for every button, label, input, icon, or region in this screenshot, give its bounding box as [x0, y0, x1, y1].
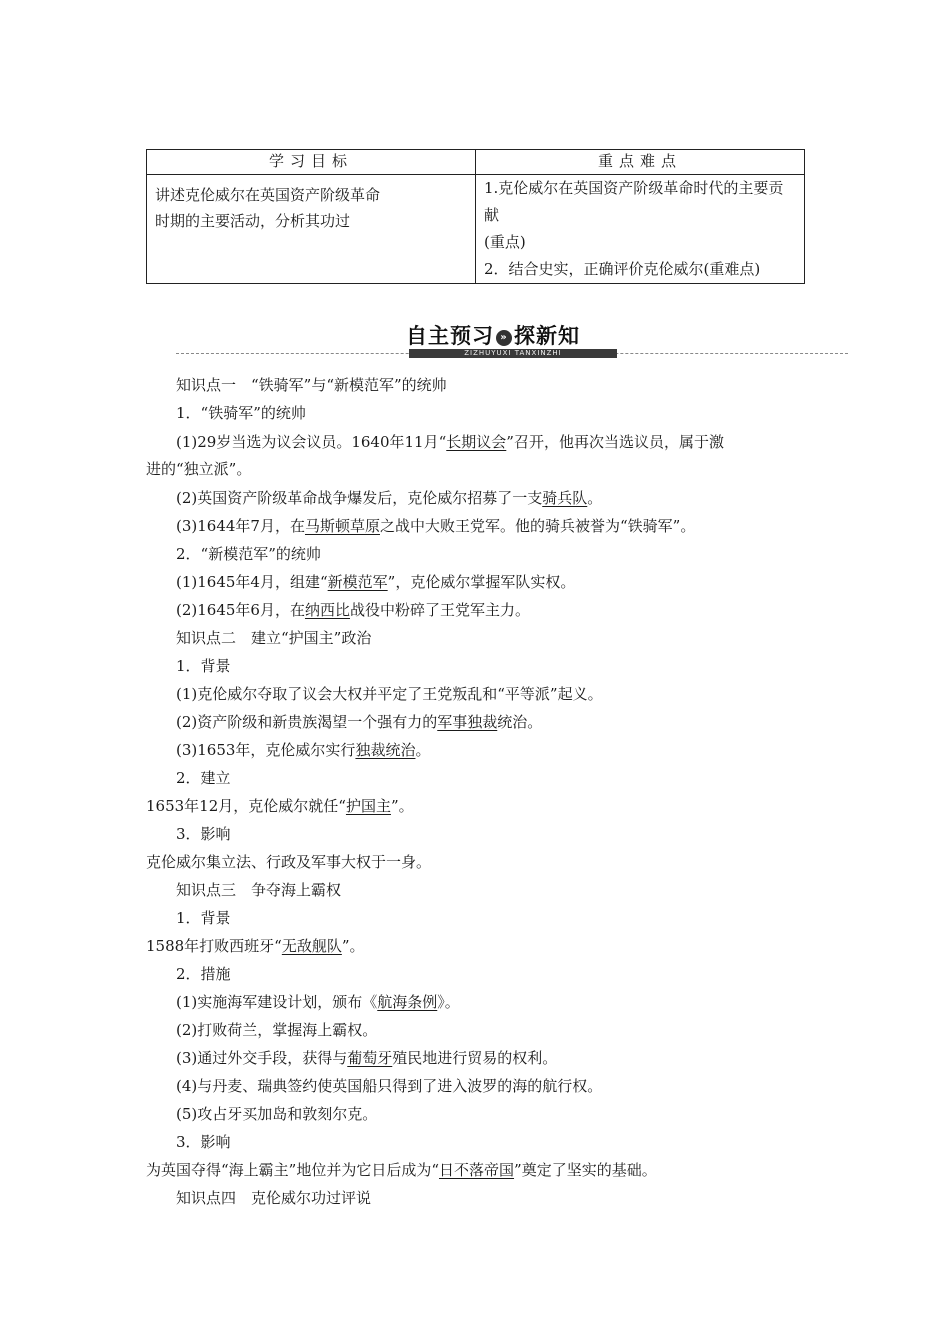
- underlined-term: 日不落帝国: [439, 1161, 515, 1179]
- paragraph: (1)29岁当选为议会议员。1640年11月“长期议会”召开，他再次当选议员，属于激: [176, 433, 724, 451]
- key-points-cell: [476, 175, 805, 284]
- paragraph: 1653年12月，克伦威尔就任“护国主”。: [146, 797, 414, 815]
- section-heading: 知识点三 争夺海上霸权: [176, 881, 342, 899]
- underlined-term: 无敌舰队: [281, 937, 342, 955]
- banner-title-b: 探新知: [514, 324, 580, 348]
- paragraph: 为英国夺得“海上霸主”地位并为它日后成为“日不落帝国”奠定了坚实的基础。: [146, 1161, 657, 1179]
- underlined-term: 护国主: [345, 797, 391, 815]
- paragraph: 克伦威尔集立法、行政及军事大权于一身。: [146, 853, 432, 871]
- paragraph: (1)实施海军建设计划，颁布《航海条例》。: [176, 993, 460, 1011]
- goals-table: [146, 149, 805, 284]
- paragraph: (3)1644年7月，在马斯顿草原之战中大败王党军。他的骑兵被誉为“铁骑军”。: [176, 517, 696, 535]
- underlined-term: 纳西比: [304, 601, 350, 619]
- section-heading: 知识点二 建立“护国主”政治: [176, 629, 372, 647]
- underlined-term: 长期议会: [446, 433, 507, 451]
- paragraph: (1)1645年4月，组建“新模范军”，克伦威尔掌握军队实权。: [176, 573, 576, 591]
- banner-title: [406, 320, 580, 350]
- subheading: 2．“新模范军”的统帅: [176, 545, 321, 563]
- paragraph: (3)通过外交手段，获得与葡萄牙殖民地进行贸易的权利。: [176, 1049, 558, 1067]
- paragraph: (2)资产阶级和新贵族渴望一个强有力的军事独裁统治。: [176, 713, 543, 731]
- underlined-term: 骑兵队: [542, 489, 588, 507]
- paragraph: (2)英国资产阶级革命战争爆发后，克伦威尔招募了一支骑兵队。: [176, 489, 603, 507]
- subheading: 1．“铁骑军”的统帅: [176, 404, 306, 422]
- paragraph: (5)攻占牙买加岛和敦刻尔克。: [176, 1105, 378, 1123]
- underlined-term: 新模范军: [327, 573, 388, 591]
- section-heading: 知识点一 “铁骑军”与“新模范军”的统帅: [176, 376, 447, 394]
- key-point-line: 2．结合史实，正确评价克伦威尔(重难点): [484, 260, 761, 278]
- goals-header: 学习目标: [147, 150, 476, 175]
- subheading: 1．背景: [176, 909, 231, 927]
- banner-subtitle: ZIZHUYUXI TANXINZHI: [409, 349, 617, 358]
- goals-cell: [147, 175, 476, 284]
- section-heading: 知识点四 克伦威尔功过评说: [176, 1189, 372, 1207]
- goals-line: 讲述克伦威尔在英国资产阶级革命: [155, 186, 381, 204]
- subheading: 3．影响: [176, 1133, 231, 1151]
- underlined-term: 马斯顿草原: [304, 517, 380, 535]
- underlined-term: 军事独裁: [437, 713, 498, 731]
- subheading: 3．影响: [176, 825, 231, 843]
- key-point-line: (重点): [484, 233, 526, 251]
- banner-title-a: 自主预习: [406, 324, 494, 348]
- underlined-term: 独裁统治: [355, 741, 416, 759]
- section-banner: [176, 320, 848, 360]
- key-points-header: 重点难点: [476, 150, 805, 175]
- subheading: 1．背景: [176, 657, 231, 675]
- paragraph: (2)1645年6月，在纳西比战役中粉碎了王党军主力。: [176, 601, 530, 619]
- paragraph: (2)打败荷兰，掌握海上霸权。: [176, 1021, 378, 1039]
- paragraph: 1588年打败西班牙“无敌舰队”。: [146, 937, 365, 955]
- underlined-term: 航海条例: [377, 993, 438, 1011]
- goals-line: 时期的主要活动，分析其功过: [155, 212, 351, 230]
- subheading: 2．措施: [176, 965, 231, 983]
- key-point-line: 1.克伦威尔在英国资产阶级革命时代的主要贡献: [484, 179, 784, 224]
- paragraph: (1)克伦威尔夺取了议会大权并平定了王党叛乱和“平等派”起义。: [176, 685, 603, 703]
- paragraph-continuation: 进的“独立派”。: [146, 460, 252, 478]
- double-arrow-icon: »: [496, 330, 512, 346]
- underlined-term: 葡萄牙: [347, 1049, 393, 1067]
- paragraph: (4)与丹麦、瑞典签约使英国船只得到了进入波罗的海的航行权。: [176, 1077, 603, 1095]
- subheading: 2．建立: [176, 769, 231, 787]
- paragraph: (3)1653年，克伦威尔实行独裁统治。: [176, 741, 431, 759]
